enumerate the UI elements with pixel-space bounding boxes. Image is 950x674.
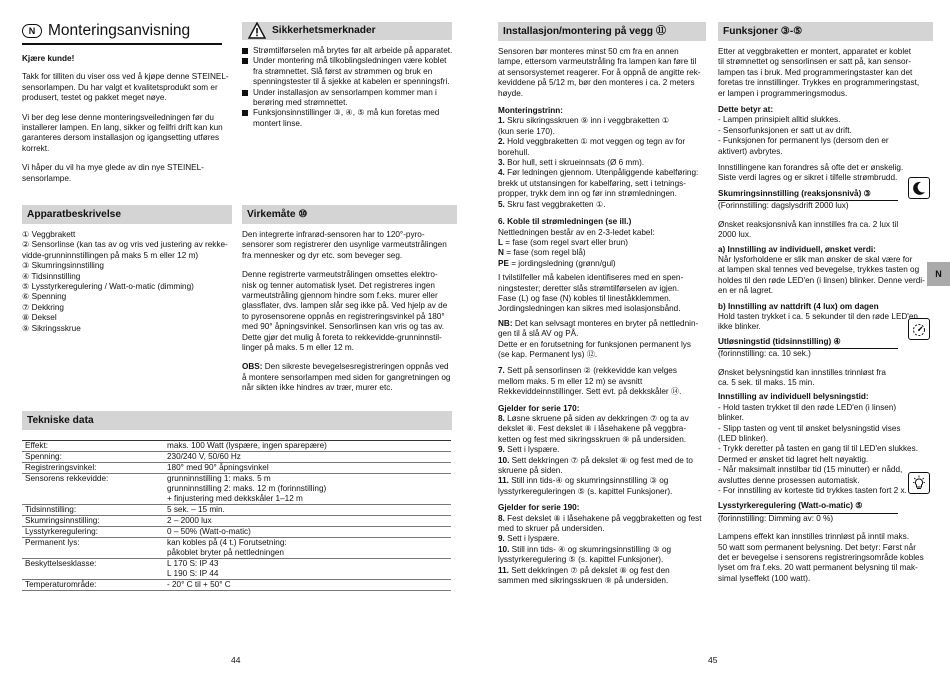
skum-title: Skumringsinnstilling (reaksjonsnivå) ③ [718, 189, 898, 201]
lys-default: (forinnstilling: Dimming av: 0 %) [718, 513, 834, 523]
table-value: 180° med 90° åpningsvinkel [164, 463, 451, 474]
part-item: ⑦ Dekkring [22, 302, 64, 312]
list-item: 4. Før ledningen gjennom. Utenpåliggende kabelføring: brekk ut utstansingen for kabelføring, sett i tetnings- propper, trykk dem inn og før inn strømledningen. [498, 168, 699, 199]
table-row [22, 538, 451, 559]
list-item: - Trykk deretter på tasten en gang til til LED'en slukkes. Dermed er ønsket tid lagret helt nøyaktig. [718, 444, 918, 464]
obs-label: OBS: [242, 362, 263, 372]
apparat-header: Apparatbeskrivelse [22, 205, 232, 224]
table-value: maks. 100 Watt (lyspære, ingen sparepære) [164, 441, 451, 452]
intro-paragraph-2: Vi ber deg lese denne monteringsveiledningen før du installerer lampen. En lang, sikker og feilfri drift kan kun garanteres dersom installasjon og igangsetting utføres korrekt. [22, 112, 223, 153]
list-item: N = fase (som regel blå) [498, 248, 586, 258]
table-row [22, 516, 451, 527]
page-title: Monteringsanvisning [48, 22, 191, 39]
moon-icon [908, 177, 930, 199]
language-tab: N [927, 262, 950, 286]
part-item: ⑥ Spenning [22, 292, 67, 302]
tid-title: Utløsningstid (tidsinnstilling) ④ [718, 337, 898, 349]
obs-text: Den sikreste bevegelsesregistreringen oppnås ved å montere sensorlampen med siden for gangretningen og når sikten ikke hindres av trær, murer etc. [242, 362, 451, 393]
table-value: - 20° C til + 50° C [164, 580, 451, 591]
note-title: Dette betyr at: [718, 105, 774, 115]
setting-b-paragraph: Hold tasten trykket i ca. 5 sekunder til den røde LED'en ikke blinker. [718, 311, 918, 332]
safety-section [242, 46, 457, 137]
setting-a-title: a) Innstilling av individuell, ønsket verdi: [718, 244, 876, 254]
list-item: - Funksjonen for permanent lys (dersom den er aktivert) avbrytes. [718, 136, 889, 156]
part-item: ③ Skumringsinnstilling [22, 261, 104, 271]
tech-table [22, 440, 451, 591]
settings-note: Innstillingene kan forandres så ofte det er ønskelig. Siste verdi lagres og er sikret i tilfelle strømbrudd. [718, 163, 904, 183]
table-key: Temperaturområde: [22, 580, 164, 591]
nb-label: NB: [498, 318, 513, 328]
table-key: Skumringsinnstilling: [22, 516, 164, 527]
table-key: Registreringsvinkel: [22, 463, 164, 474]
list-item: 10. Still inn tids- ④ og skumringsinnstilling ③ og lysstyrkeregulering ⑤ (s. kapittel Funksjoner). [498, 544, 672, 565]
intro-paragraph-3: Vi håper du vil ha mye glede av din nye STEINEL- sensorlampe. [22, 163, 204, 183]
ind-list [718, 403, 933, 497]
table-row [22, 474, 451, 505]
skum-default: (Forinnstilling: dagslysdrift 2000 lux) [718, 201, 849, 211]
table-value: 5 sek. – 15 min. [164, 505, 451, 516]
virkemate-section [242, 205, 457, 403]
part-item: ⑨ Sikringsskrue [22, 323, 81, 333]
note-list [718, 115, 933, 157]
ind-title: Innstilling av individuell belysningstid: [718, 392, 869, 402]
serie190-steps [498, 514, 706, 587]
steps-title: Monteringstrinn: [498, 106, 564, 116]
skum-paragraph: Ønsket reaksjonsnivå kan innstilles fra ca. 2 lux til 2000 lux. [718, 219, 899, 240]
step6-intro: Nettledningen består av en 2-3-ledet kabel: [498, 227, 655, 237]
list-item: - Slipp tasten og vent til ønsket belysningstid vises (LED blinker). [718, 423, 901, 443]
list-item: 8. Løsne skruene på siden av dekkringen ⑦ og ta av dekslet ⑧. Fest dekslet ⑧ i låsehakene på veggbra- ketten og fest med sikringsskruen ⑨ på undersiden. [498, 414, 689, 444]
list-item: PE = jordingsledning (grønn/gul) [498, 258, 616, 268]
table-key: Lysstyrkeregulering: [22, 527, 164, 538]
table-row [22, 452, 451, 463]
part-list [22, 230, 232, 334]
safety-item: Strømtilførselen må brytes før alt arbeide på apparatet. [242, 46, 457, 56]
safety-item: Funksjonsinnstillinger ③, ④, ⑤ må kun foretas med montert linse. [242, 108, 457, 129]
list-item: 11. Still inn tids-④ og skumringsinnstilling ③ og lysstyrkereguleringen ⑤ (s. kapittel Funksjoner). [498, 476, 673, 496]
tid-paragraph: Ønsket belysningstid kan innstilles trinnløst fra ca. 5 sek. til maks. 15 min. [718, 367, 886, 387]
timer-icon [908, 318, 930, 340]
table-key: Spenning: [22, 452, 164, 463]
virkemate-obs [242, 362, 457, 393]
table-key: Permanent lys: [22, 538, 164, 559]
part-item: ② Sensorlinse (kan tas av og vris ved justering av rekke- vidde-grunninnstillingen på maks 5 m eller 12 m) [22, 240, 228, 260]
greeting: Kjære kunde! [22, 54, 75, 63]
setting-b-title: b) Innstilling av nattdrift (4 lux) om dagen [718, 301, 879, 311]
part-item: ⑤ Lysstyrkeregulering / Watt-o-matic (dimming) [22, 282, 194, 292]
lys-title: Lysstyrkeregulering (Watt-o-matic) ⑤ [718, 501, 898, 513]
doubt-paragraph: I tvilstilfeller må kabelen identifiseres med en spen- ningstester; deretter slås strømtilførselen av igjen. Fase (L) og fase (N) kobles til lineståkklemmen. Jordingsledningen kan sikres med isolasjonsbånd. [498, 273, 684, 314]
warning-icon [248, 22, 266, 44]
intro-paragraph-1: Takk for tilliten du viser oss ved å kjøpe denne STEINEL- sensorlampen. Du har valgt et kvalitetsprodukt som er produsert, testet og pakket meget nøye. [22, 72, 229, 103]
list-item: 1. Skru sikringsskruen ⑨ inn i veggbraketten ① (kun serie 170). [498, 116, 670, 136]
table-row [22, 580, 451, 591]
virkemate-header: Virkemåte ⑩ [242, 205, 457, 224]
bulb-icon [908, 472, 930, 494]
list-item: - Når maksimalt innstilbar tid (15 minutter) er nådd, avsluttes denne prosessen automatisk. [718, 465, 903, 485]
table-key: Beskyttelsesklasse: [22, 559, 164, 580]
safety-item: Under montering må tilkoblingsledningen være koblet fra strømnettet. Slå først av strømmen og bruk en spenningstester til å sjekke at kabelen er spenningsfri. [242, 56, 457, 87]
tid-default: (forinnstilling: ca. 10 sek.) [718, 349, 811, 359]
table-value: L 170 S: IP 43 L 190 S: IP 44 [164, 559, 451, 580]
page-number-left: 44 [231, 655, 241, 665]
install-section [498, 22, 706, 595]
table-value: grunninnstilling 1: maks. 5 m grunninnstilling 2: maks. 12 m (forinnstilling) + finjustering med dekkskåler 1–12 m [164, 474, 451, 505]
part-item: ① Veggbrakett [22, 230, 76, 239]
funksjoner-section [718, 22, 933, 593]
part-item: ④ Tidsinnstilling [22, 271, 81, 281]
list-item: 11. Sett dekkringen ⑦ på dekslet ⑧ og fest den sammen med sikringsskruen ⑨ på undersiden. [498, 565, 670, 586]
table-key: Tidsinnstilling: [22, 505, 164, 516]
nb-paragraph [498, 319, 706, 361]
virkemate-paragraph-2: Denne registrerte varmeutstrålingen omsettes elektro- nisk og tenner automatisk lyset. Det registreres ingen varmeutstråling gjennom hindre som f.eks. murer eller glassflater, dvs. lampen slår seg ikke på. Ved hjelp av de to pyrosensorene oppnås en registreringsvinkel på 180° med 90° åpningsvinkel. Sensorlinsen kan vris og tas av. Dette gjør det mulig å foreta to rekkevidde-grunninnstil- linger på maks. 5 m eller 12 m. [242, 270, 448, 353]
funksjoner-intro: Etter at veggbraketten er montert, apparatet er koblet til strømnettet og sensorlinsen er satt på, kan sensor- lampen tas i bruk. Med programmeringstaster kan det foretas tre innstillinger. Trykkes en programmeringstast, er lampen i programmeringsmodus. [718, 47, 920, 98]
lys-paragraph: Lampens effekt kan innstilles trinnløst på inntil maks. 50 watt som permanent belysning. Det betyr: Først når det er bevegelse i sensorens registreringsområde kobles lyset om fra f.eks. 20 watt permanent belysning til mak- simal lyseffekt (100 watt). [718, 532, 924, 583]
table-value: 230/240 V, 50/60 Hz [164, 452, 451, 463]
page-number-right: 45 [708, 655, 718, 665]
table-value: 2 – 2000 lux [164, 516, 451, 527]
list-item: - For innstilling av korteste tid trykkes tasten fort 2 x. [718, 486, 907, 496]
title-block [22, 22, 190, 40]
table-row [22, 505, 451, 516]
tech-section [22, 411, 452, 591]
list-item: 9. Sett i lyspære. [498, 534, 560, 544]
table-key: Effekt: [22, 441, 164, 452]
right-page [475, 0, 950, 674]
wire-list [498, 238, 706, 269]
install-intro: Sensoren bør monteres minst 50 cm fra en annen lampe, ettersom varmeutstråling fra lampen kan føre til at sensorsystemet reagerer. For å oppnå de angitte rek- keviddene på 5/12 m, bør den monteres i ca. 2 meters høyde. [498, 47, 701, 98]
safety-header [242, 22, 452, 40]
list-item: - Lampen prinsipielt alltid slukkes. [718, 115, 841, 125]
part-item: ⑧ Deksel [22, 313, 57, 323]
list-item: - Sensorfunksjonen er satt ut av drift. [718, 125, 852, 135]
table-value: 0 – 50% (Watt-o-matic) [164, 527, 451, 538]
title-rule [22, 43, 222, 45]
intro-section [22, 54, 232, 193]
serie190-title: Gjelder for serie 190: [498, 503, 580, 513]
table-row [22, 527, 451, 538]
safety-title: Sikkerhetsmerknader [272, 25, 376, 36]
apparat-section [22, 205, 232, 342]
funksjoner-header: Funksjoner ③-⑤ [718, 22, 933, 41]
serie170-steps [498, 414, 706, 497]
step7: 7. Sett på sensorlinsen ② (rekkevidde kan velges mellom maks. 5 m eller 12 m) se avsnitt Rekkeviddeinnstillinger. Sett evt. på dekkskåler ⑭. [498, 366, 682, 397]
table-row [22, 441, 451, 452]
safety-list [242, 46, 457, 129]
list-item: 9. Sett i lyspære. [498, 445, 560, 455]
list-item: 2. Hold veggbraketten ① mot veggen og tegn av for borehull. [498, 137, 686, 157]
step6-title: 6. Koble til strømledningen (se ill.) [498, 217, 632, 227]
safety-item: Under installasjon av sensorlampen kommer man i berøring med strømnettet. [242, 88, 457, 109]
language-badge: N [22, 24, 42, 38]
serie170-title: Gjelder for serie 170: [498, 403, 580, 413]
install-header: Installasjon/montering på vegg ⑪ [498, 22, 706, 41]
list-item: 5. Skru fast veggbraketten ①. [498, 199, 606, 209]
nb-text: Det kan selvsagt monteres en bryter på nettlednin- gen til å slå AV og PÅ. Dette er en forutsetning for funksjonen permanent lys (se kap. Permanent lys) ⑫. [498, 318, 699, 359]
tech-header: Tekniske data [22, 411, 452, 430]
list-item: - Hold tasten trykket til den røde LED'en (i linsen) blinker. [718, 402, 897, 423]
table-row [22, 559, 451, 580]
list-item: L = fase (som regel svart eller brun) [498, 237, 628, 247]
table-value: kan kobles på (4 t.) Forutsetning: påkoblet bryter på nettledningen [164, 538, 451, 559]
list-item: 10. Sett dekkringen ⑦ på dekslet ⑧ og fest med de to skruene på siden. [498, 455, 693, 476]
install-steps [498, 116, 706, 210]
virkemate-paragraph-1: Den integrerte infrarød-sensoren har to 120°-pyro- sensorer som registrerer den usynlige varmeutstrålingen fra mennesker og dyr etc. som beveger seg. [242, 230, 447, 260]
list-item: 3. Bor hull, sett i skrueinnsats (Ø 6 mm). [498, 158, 645, 168]
list-item: 8. Fest dekslet ⑧ i låsehakene på veggbraketten og fest med to skruer på undersiden. [498, 513, 702, 534]
table-key: Sensorens rekkevidde: [22, 474, 164, 505]
setting-a-paragraph: Når lysforholdene er slik man ønsker de skal være for at lampen skal tennes ved bevegelse, trykkes tasten og holdes til den røde LED'en (i linsen) blinker. Denne verdi- en er nå lagret. [718, 254, 925, 296]
table-row [22, 463, 451, 474]
